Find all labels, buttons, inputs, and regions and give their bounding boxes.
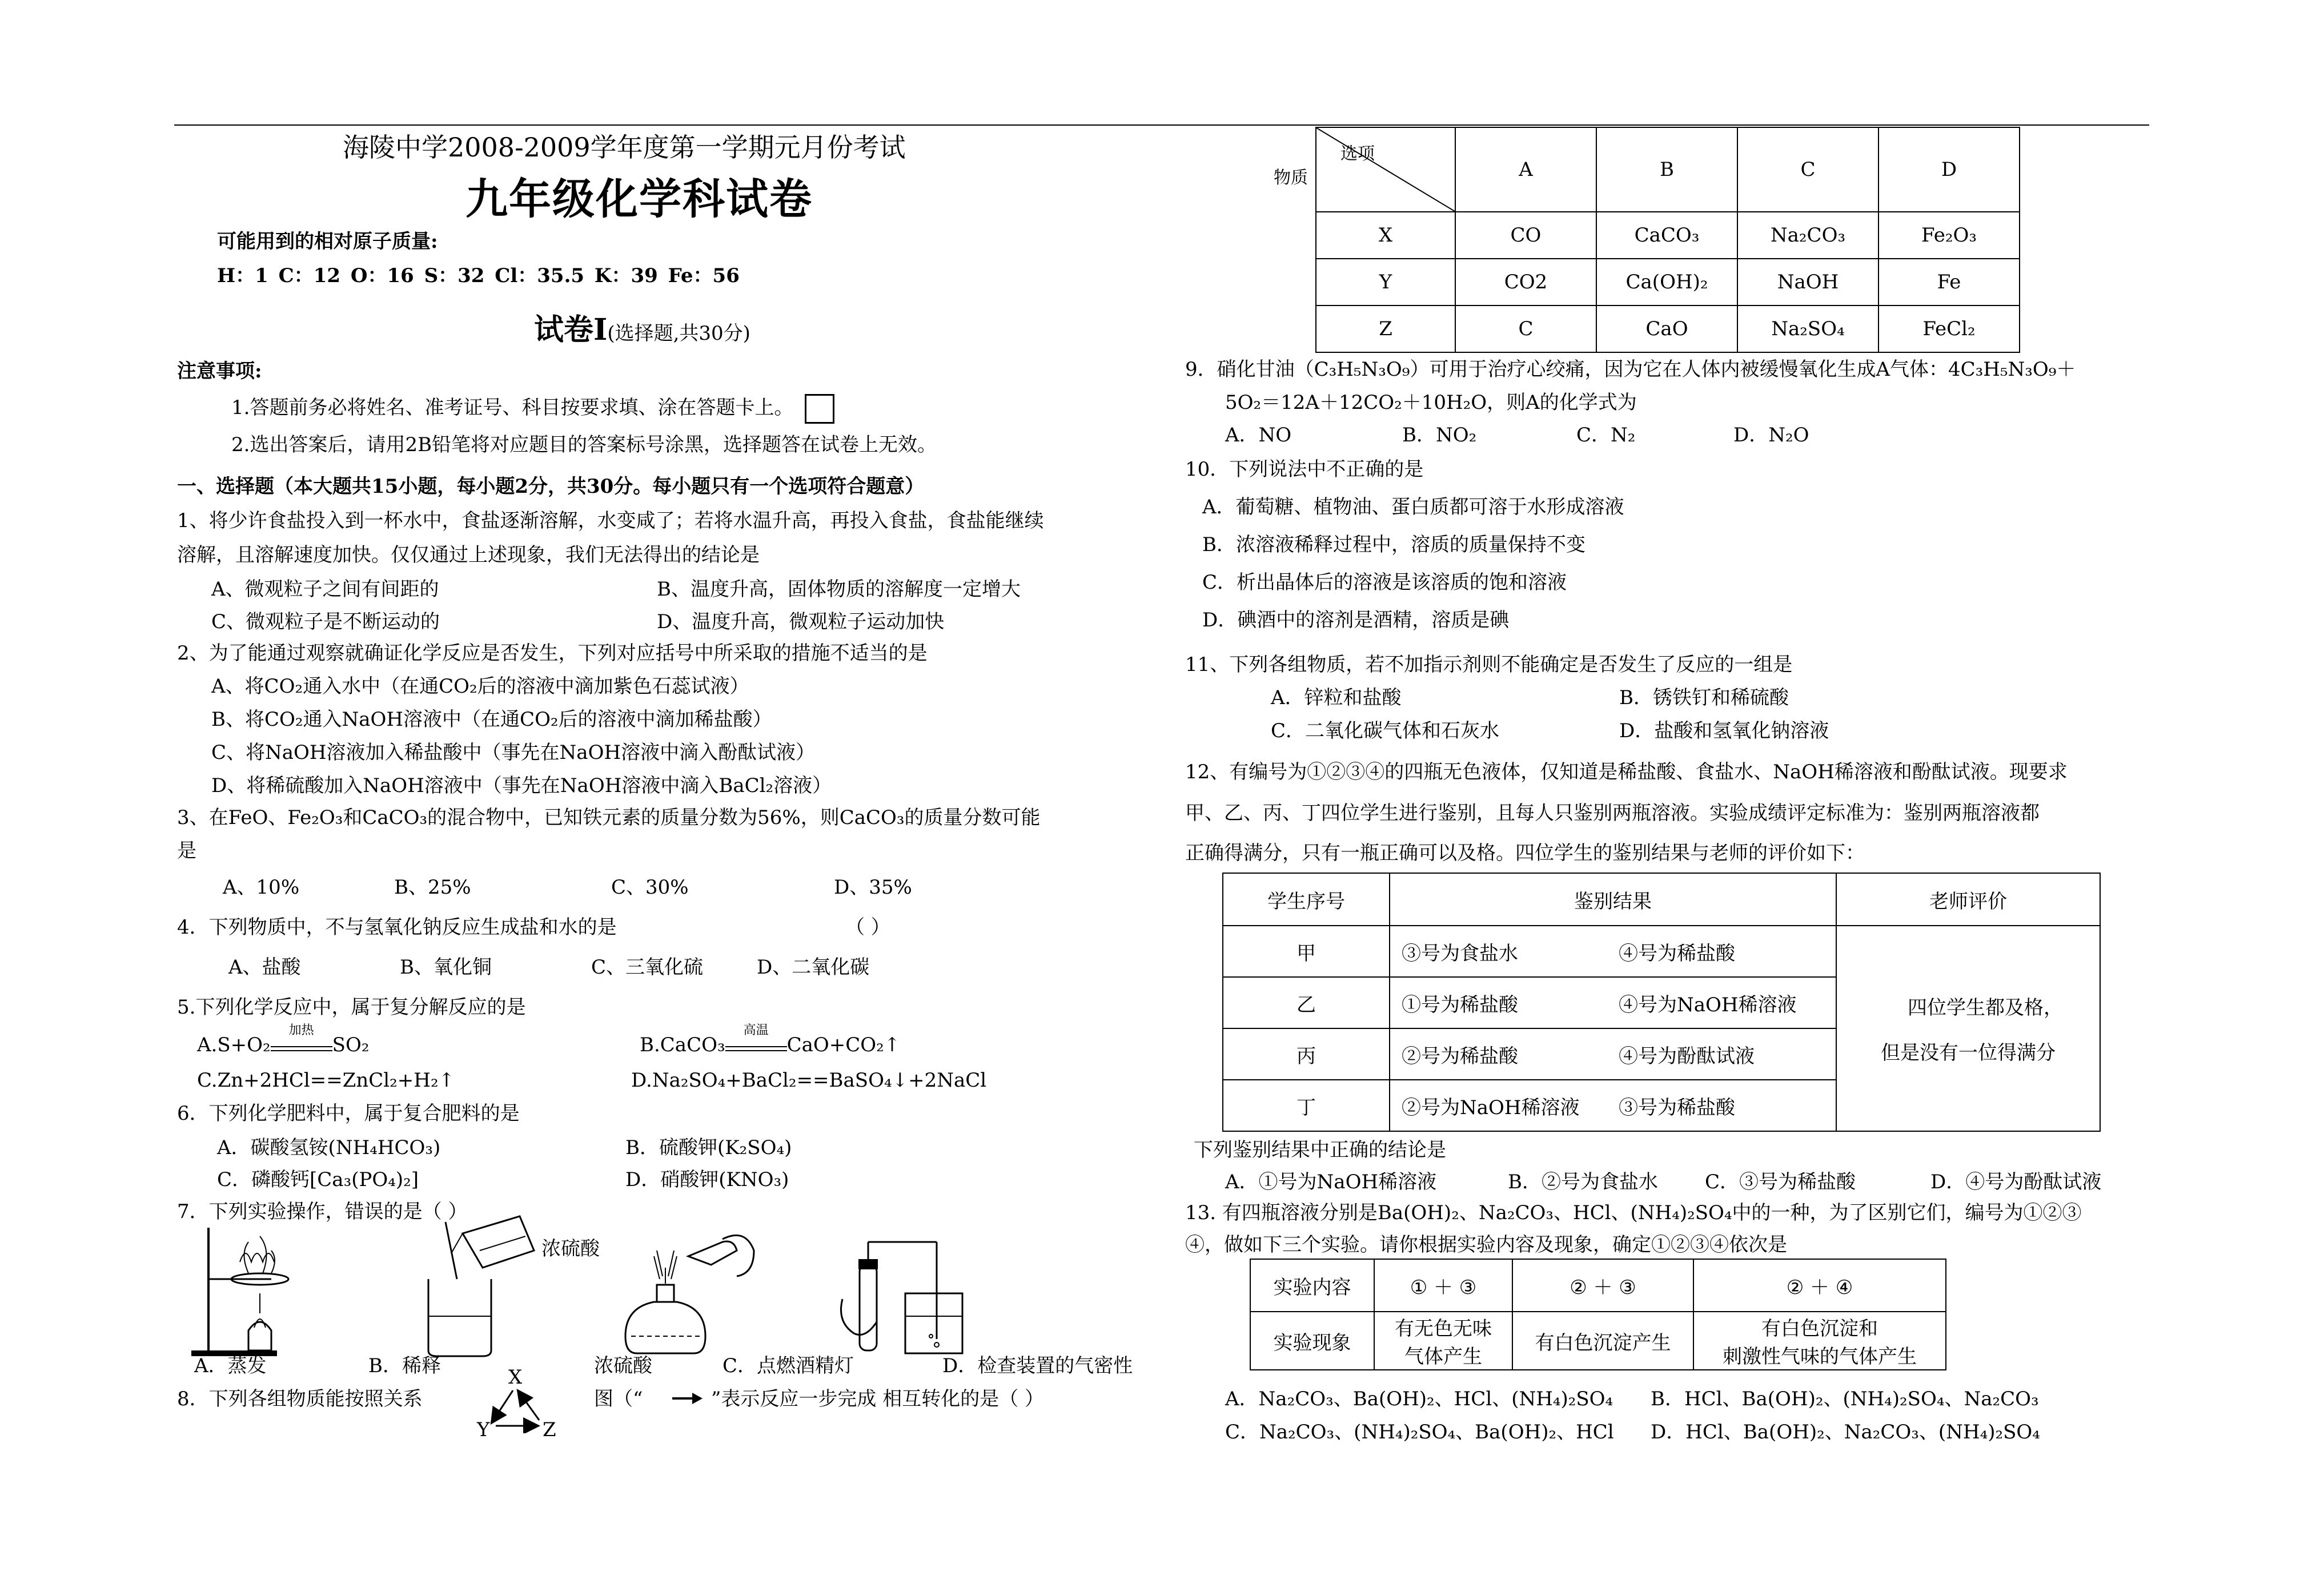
q4-option-d: D、二氧化碳: [757, 956, 870, 979]
q13-option-d: D．HCl、Ba(OH)₂、Na₂CO₃、(NH₄)₂SO₄: [1651, 1421, 2040, 1444]
q5-b-condition: 高温: [743, 1023, 769, 1038]
eval-row: [1223, 926, 2100, 977]
matrix-header-b: B: [1596, 127, 1737, 212]
q10-stem: 10．下列说法中不正确的是: [1185, 458, 1424, 481]
q3-option-d: D、35%: [834, 876, 912, 899]
q1-option-a: A、微观粒子之间有间距的: [211, 578, 439, 601]
section1-title: 一、选择题（本大题共15小题，每小题2分，共30分。每小题只有一个选项符合题意）: [177, 475, 925, 498]
eval-result-1: ①号为稀盐酸: [1402, 993, 1518, 1016]
eval-result: [1390, 1028, 1836, 1080]
q10-option-d: D．碘酒中的溶剂是酒精，溶质是碘: [1202, 609, 1510, 632]
q13-option-b: B．HCl、Ba(OH)₂、(NH₄)₂SO₄、Na₂CO₃: [1651, 1388, 2039, 1410]
eval-result: [1390, 926, 1836, 977]
q9-option-c: C．N₂: [1576, 424, 1636, 447]
q10-option-c: C．析出晶体后的溶液是该溶质的饱和溶液: [1202, 571, 1567, 594]
eval-student: 丙: [1223, 1028, 1390, 1080]
q10-option-a: A．葡萄糖、植物油、蛋白质都可溶于水形成溶液: [1202, 496, 1624, 518]
notes-title: 注意事项:: [177, 360, 262, 383]
q4-option-c: C、三氧化硫: [591, 956, 704, 979]
eval-result-2: ④号为NaOH稀溶液: [1619, 993, 1797, 1016]
eval-result-2: ④号为稀盐酸: [1619, 942, 1735, 965]
q7-label-acid-top: 浓硫酸: [541, 1237, 600, 1260]
q11-option-a: A．锌粒和盐酸: [1271, 686, 1402, 709]
paper1-title: [534, 305, 750, 348]
exp-phen3-line1: 有白色沉淀和: [1761, 1317, 1878, 1340]
eval-result-1: ②号为稀盐酸: [1402, 1044, 1518, 1068]
q1-stem-1: 1、将少许食盐投入到一杯水中，食盐逐渐溶解，水变咸了；若将水温升高，再投入食盐，食盐能继续: [177, 509, 1044, 532]
eval-result-2: ③号为稀盐酸: [1619, 1096, 1735, 1119]
matrix-cell: Fe: [1878, 259, 2020, 305]
matrix-corner-top: 选项: [1340, 144, 1375, 164]
matrix-cell: NaOH: [1737, 259, 1878, 305]
q2-option-d: D、将稀硫酸加入NaOH溶液中（事先在NaOH溶液中滴入BaCl₂溶液）: [211, 774, 832, 797]
eval-result: [1390, 977, 1836, 1028]
q5-a-condition: 加热: [288, 1023, 314, 1038]
eval-student: 乙: [1223, 977, 1390, 1028]
q12-option-b: B．②号为食盐水: [1508, 1171, 1658, 1193]
matrix-row-label: Z: [1316, 305, 1455, 352]
q2-stem: 2、为了能通过观察就确证化学反应是否发生，下列对应括号中所采取的措施不适当的是: [177, 642, 928, 665]
q4-option-a: A、盐酸: [228, 956, 301, 979]
matrix-cell: CaO: [1596, 305, 1737, 352]
q11-stem: 11、下列各组物质，若不加指示剂则不能确定是否发生了反应的一组是: [1185, 653, 1793, 676]
matrix-corner-bottom: 物质: [1274, 168, 1308, 188]
matrix-cell: Ca(OH)₂: [1596, 259, 1737, 305]
eval-student: 丁: [1223, 1080, 1390, 1131]
q12-question: 下列鉴别结果中正确的结论是: [1194, 1139, 1446, 1161]
q7-option-d: D．检查装置的气密性: [942, 1354, 1133, 1377]
q4-option-b: B、氧化铜: [400, 956, 492, 979]
q8-node-y: Y: [477, 1418, 490, 1441]
q2-option-c: C、将NaOH溶液加入稀盐酸中（事先在NaOH溶液中滴入酚酞试液）: [211, 741, 816, 764]
q4-paren: （ ）: [845, 916, 890, 939]
exp-row-label: 实验现象: [1250, 1312, 1374, 1370]
matrix-cell: Na₂SO₄: [1737, 305, 1878, 352]
q9-option-b: B．NO₂: [1402, 424, 1477, 447]
q5-a-left: A.S+O₂: [197, 1034, 271, 1056]
matrix-cell: CO: [1455, 212, 1596, 259]
matrix-row-x: [1316, 212, 2020, 259]
q5-option-c: C.Zn+2HCl==ZnCl₂+H₂↑: [197, 1069, 455, 1092]
eval-student: 甲: [1223, 926, 1390, 977]
eval-result-2: ④号为酚酞试液: [1619, 1044, 1755, 1068]
q8-tail-2: ”表示反应一步完成 相互转化的是（ ）: [711, 1388, 1044, 1410]
q2-option-a: A、将CO₂通入水中（在通CO₂后的溶液中滴加紫色石蕊试液）: [211, 675, 749, 698]
q12-stem-1: 12、有编号为①②③④的四瓶无色液体，仅知道是稀盐酸、食盐水、NaOH稀溶液和酚酞试液。现要求: [1185, 761, 2068, 783]
atomic-mass-values: H：1 C：12 O：16 S：32 Cl：35.5 K：39 Fe：56: [217, 264, 740, 287]
q3-option-c: C、30%: [611, 876, 689, 899]
eval-header-result: 鉴别结果: [1390, 873, 1836, 926]
exp-row-label: 实验内容: [1250, 1259, 1374, 1312]
note-2: 2.选出答案后，请用2B铅笔将对应题目的答案标号涂黑，选择题答在试卷上无效。: [231, 433, 937, 456]
dilution-apparatus: [411, 1211, 543, 1359]
eval-result-1: ②号为NaOH稀溶液: [1402, 1096, 1580, 1119]
q5-b-left: B.CaCO₃: [640, 1034, 725, 1056]
q9-option-a: A．NO: [1225, 424, 1292, 447]
paper1-main: 试卷Ⅰ: [534, 312, 608, 347]
matrix-header-row: [1316, 127, 2020, 212]
q7-option-b: B．稀释: [368, 1354, 441, 1377]
matrix-corner-cell: [1274, 127, 1455, 212]
q7-label-acid-bottom: 浓硫酸: [594, 1354, 652, 1377]
q5-stem: 5.下列化学反应中，属于复分解反应的是: [177, 996, 526, 1019]
eval-comment-2: 但是没有一位得满分: [1881, 1042, 2056, 1064]
matrix-row-z: [1316, 305, 2020, 352]
q2-option-b: B、将CO₂通入NaOH溶液中（在通CO₂后的溶液中滴加稀盐酸）: [211, 708, 772, 731]
q7-stem: 7．下列实验操作，错误的是（ ）: [177, 1200, 468, 1223]
matrix-header-c: C: [1737, 127, 1878, 212]
eval-result: [1390, 1080, 1836, 1131]
arrow-icon: [669, 1390, 704, 1407]
q1-option-b: B、温度升高，固体物质的溶解度一定增大: [657, 578, 1021, 601]
q8-matrix-table: [1274, 127, 2020, 353]
note-1-text: 1.答题前务必将姓名、准考证号、科目按要求填、涂在答题卡上。: [231, 396, 794, 419]
q3-stem-2: 是: [177, 839, 196, 862]
eval-header-teacher: 老师评价: [1836, 873, 2100, 926]
matrix-row-label: X: [1316, 212, 1455, 259]
eval-header-student: 学生序号: [1223, 873, 1390, 926]
q10-option-b: B．浓溶液稀释过程中，溶质的质量保持不变: [1202, 533, 1585, 556]
matrix-row-y: [1316, 259, 2020, 305]
paper-title: 九年级化学科试卷: [465, 175, 813, 224]
eval-teacher-comment: [1836, 926, 2100, 1131]
q3-stem-1: 3、在FeO、Fe₂O₃和CaCO₃的混合物中，已知铁元素的质量分数为56%，则CaCO₃的质量分数可能: [177, 806, 1041, 829]
q8-node-x: X: [508, 1366, 523, 1389]
q8-node-z: Z: [543, 1418, 556, 1441]
q6-option-c: C．磷酸钙[Ca₃(PO₄)₂]: [217, 1168, 419, 1191]
matrix-row-label: Y: [1316, 259, 1455, 305]
matrix-header-a: A: [1455, 127, 1596, 212]
exp-content-2: ② ＋ ③: [1512, 1259, 1693, 1312]
q9-stem-1: 9．硝化甘油（C₃H₅N₃O₉）可用于治疗心绞痛，因为它在人体内被缓慢氧化生成A气体：4C₃H₅N₃O₉＋: [1185, 358, 2076, 381]
q1-option-d: D、温度升高，微观粒子运动加快: [657, 610, 945, 633]
exp-phenomenon-row: [1250, 1312, 1946, 1370]
q5-option-b: [640, 1023, 901, 1058]
q12-option-a: A．①号为NaOH稀溶液: [1225, 1171, 1437, 1193]
matrix-cell: Fe₂O₃: [1878, 212, 2020, 259]
q6-stem: 6．下列化学肥料中，属于复合肥料的是: [177, 1102, 520, 1125]
q12-stem-2: 甲、乙、丙、丁四位学生进行鉴别，且每人只鉴别两瓶溶液。实验成绩评定标准为：鉴别两瓶溶液都: [1185, 802, 2040, 825]
q5-b-right: CaO+CO₂↑: [786, 1034, 901, 1056]
q13-stem-2: ④，做如下三个实验。请你根据实验内容及现象，确定①②③④依次是: [1185, 1233, 1787, 1256]
q3-option-a: A、10%: [223, 876, 300, 899]
q13-option-a: A．Na₂CO₃、Ba(OH)₂、HCl、(NH₄)₂SO₄: [1225, 1388, 1613, 1410]
eval-header-row: [1223, 873, 2100, 926]
exp-phenomenon-1: [1374, 1312, 1512, 1370]
note-1: [231, 394, 834, 424]
q6-option-d: D．硝酸钾(KNO₃): [625, 1168, 789, 1191]
exp-content-row: [1250, 1259, 1946, 1312]
exp-phenomenon-3: [1693, 1312, 1946, 1370]
matrix-cell: FeCl₂: [1878, 305, 2020, 352]
exp-content-1: ① ＋ ③: [1374, 1259, 1512, 1312]
matrix-cell: CaCO₃: [1596, 212, 1737, 259]
q12-stem-3: 正确得满分，只有一瓶正确可以及格。四位学生的鉴别结果与老师的评价如下：: [1185, 842, 1865, 865]
q9-option-d: D．N₂O: [1733, 424, 1809, 447]
q7-option-a: A．蒸发: [194, 1354, 267, 1377]
evaporation-apparatus: [186, 1222, 368, 1359]
q5-option-d: D.Na₂SO₄+BaCl₂==BaSO₄↓+2NaCl: [631, 1069, 987, 1092]
q8-relation-triangle: [480, 1385, 554, 1433]
eval-comment-1: 四位学生都及格，: [1908, 996, 2063, 1019]
q4-stem: 4．下列物质中，不与氢氧化钠反应生成盐和水的是: [177, 916, 617, 939]
matrix-cell: Na₂CO₃: [1737, 212, 1878, 259]
q5-option-a: [197, 1023, 370, 1058]
q12-option-d: D．④号为酚酞试液: [1930, 1171, 2102, 1193]
q8-tail: 图（“: [594, 1388, 643, 1410]
q11-option-c: C．二氧化碳气体和石灰水: [1271, 719, 1500, 742]
q12-eval-table: [1222, 873, 2101, 1132]
q6-option-b: B．硫酸钾(K₂SO₄): [625, 1136, 792, 1159]
school-title: 海陵中学2008-2009学年度第一学期元月份考试: [343, 132, 906, 163]
alcohol-lamp-apparatus: [614, 1222, 757, 1359]
q1-stem-2: 溶解，且溶解速度加快。仅仅通过上述现象，我们无法得出的结论是: [177, 544, 760, 566]
q13-stem-1: 13. 有四瓶溶液分别是Ba(OH)₂、Na₂CO₃、HCl、(NH₄)₂SO₄中的一种，为了区别它们，编号为①②③: [1185, 1201, 2082, 1224]
exp-phenomenon-2: 有白色沉淀产生: [1512, 1312, 1693, 1370]
q11-option-b: B．锈铁钉和稀硫酸: [1619, 686, 1789, 709]
exp-content-3: ② ＋ ④: [1693, 1259, 1946, 1312]
paper1-subtitle: (选择题,共30分): [607, 322, 750, 345]
matrix-cell: C: [1455, 305, 1596, 352]
q9-stem-2: 5O₂＝12A＋12CO₂＋10H₂O，则A的化学式为: [1225, 391, 1637, 414]
exp-phen1-line1: 有无色无味: [1395, 1317, 1492, 1340]
exp-phen3-line2: 刺激性气味的气体产生: [1723, 1345, 1917, 1368]
q13-experiment-table: [1250, 1259, 1946, 1370]
answer-checkbox[interactable]: [805, 394, 834, 424]
matrix-header-d: D: [1878, 127, 2020, 212]
eval-result-1: ③号为食盐水: [1402, 942, 1518, 965]
q7-option-c: C．点燃酒精灯: [722, 1354, 854, 1377]
q13-option-c: C．Na₂CO₃、(NH₄)₂SO₄、Ba(OH)₂、HCl: [1225, 1421, 1614, 1444]
q12-option-c: C．③号为稀盐酸: [1705, 1171, 1856, 1193]
matrix-cell: CO2: [1455, 259, 1596, 305]
q5-a-right: SO₂: [332, 1034, 370, 1056]
q11-option-d: D．盐酸和氢氧化钠溶液: [1619, 719, 1829, 742]
q3-option-b: B、25%: [394, 876, 471, 899]
header-rule: [174, 124, 2149, 126]
air-tightness-apparatus: [837, 1236, 968, 1359]
q1-option-c: C、微观粒子是不断运动的: [211, 610, 440, 633]
exp-phen1-line2: 气体产生: [1404, 1345, 1482, 1368]
q6-option-a: A．碳酸氢铵(NH₄HCO₃): [217, 1136, 441, 1159]
atomic-mass-label: 可能用到的相对原子质量:: [217, 230, 438, 253]
q8-stem: 8．下列各组物质能按照关系: [177, 1388, 423, 1410]
